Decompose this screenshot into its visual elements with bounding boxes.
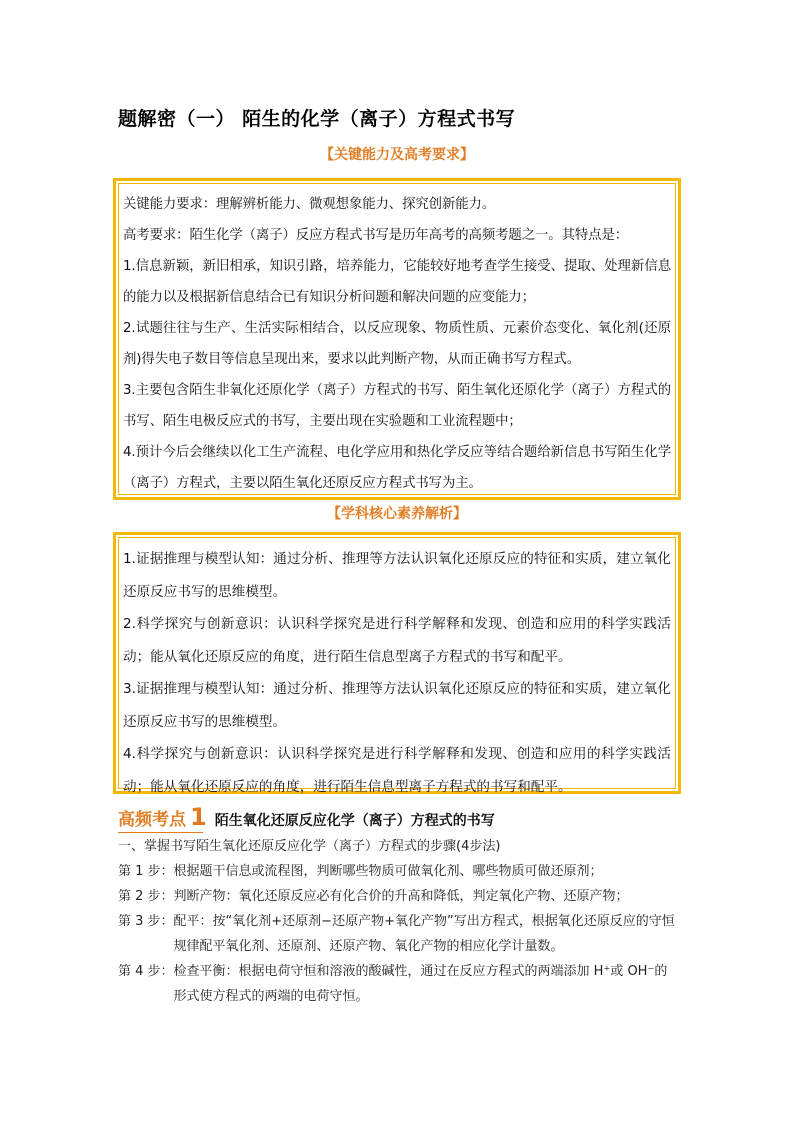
box2-paragraph: 3.证据推理与模型认知：通过分析、推理等方法认识氧化还原反应的特征和实质，建立氧化还原反应书写的思维模型。	[123, 681, 671, 730]
key-point-label: 高频考点	[118, 810, 186, 830]
key-point-heading	[118, 803, 495, 831]
key-point-number: 1	[190, 803, 207, 831]
step-text: 检查平衡：根据电荷守恒和溶液的酸碱性，通过在反应方程式的两端添加 H⁺或 OH⁻的形式使方程式的两端的电荷守恒。	[173, 964, 668, 1004]
core-literacy-box	[113, 532, 681, 794]
steps-intro: 一、掌握书写陌生氧化还原反应化学（离子）方程式的步骤(4步法)	[118, 839, 501, 854]
step-text: 根据题干信息或流程图，判断哪些物质可做氧化剂、哪些物质可做还原剂；	[173, 864, 603, 879]
step-text: 判断产物：氧化还原反应必有化合价的升高和降低，判定氧化产物、还原产物；	[173, 889, 629, 904]
box2-paragraph: 2.科学探究与创新意识：认识科学探究是进行科学解释和发现、创造和应用的科学实践活动；能从氧化还原反应的角度，进行陌生信息型离子方程式的书写和配平。	[123, 616, 671, 665]
step-label: 第 2 步：	[118, 889, 174, 904]
key-point-underline	[118, 832, 203, 833]
key-abilities-box-inner	[118, 183, 676, 495]
box2-paragraph: 1.证据推理与模型认知：通过分析、推理等方法认识氧化还原反应的特征和实质，建立氧化还原反应书写的思维模型。	[123, 551, 671, 600]
box1-paragraph: 高考要求：陌生化学（离子）反应方程式书写是历年高考的高频考题之一。其特点是：	[123, 228, 629, 243]
step-label: 第 1 步：	[118, 864, 174, 879]
box1-paragraph: 1.信息新颖，新旧相承，知识引路，培养能力，它能较好地考查学生接受、提取、处理新信息的能力以及根据新信息结合已有知识分析问题和解决问题的应变能力；	[123, 259, 671, 305]
box1-paragraph: 4.预计今后会继续以化工生产流程、电化学应用和热化学反应等结合题给新信息书写陌生化学（离子）方程式，主要以陌生氧化还原反应方程式书写为主。	[123, 445, 671, 491]
key-abilities-box	[113, 178, 681, 500]
steps-section	[118, 834, 678, 1009]
key-point-title: 陌生氧化还原反应化学（离子）方程式的书写	[214, 813, 495, 829]
step-item	[118, 909, 678, 959]
box1-paragraph: 2.试题往往与生产、生活实际相结合，以反应现象、物质性质、元素价态变化、氧化剂(还原剂)得失电子数目等信息呈现出来，要求以此判断产物，从而正确书写方程式。	[123, 321, 671, 367]
step-item	[118, 959, 678, 1009]
step-label: 第 4 步：	[118, 964, 174, 979]
step-item	[118, 859, 678, 884]
step-item	[118, 884, 678, 909]
box1-paragraph: 关键能力要求：理解辨析能力、微观想象能力、探究创新能力。	[123, 197, 496, 212]
section-heading-core-literacy: 【学科核心素养解析】	[327, 506, 467, 522]
page-title: 题解密（一） 陌生的化学（离子）方程式书写	[118, 108, 516, 130]
step-label: 第 3 步：	[118, 914, 174, 929]
box2-paragraph: 4.科学探究与创新意识：认识科学探究是进行科学解释和发现、创造和应用的科学实践活动；能从氧化还原反应的角度，进行陌生信息型离子方程式的书写和配平。	[123, 746, 671, 795]
step-text: 配平：按“氧化剂+还原剂−还原产物+氧化产物”写出方程式，根据氧化还原反应的守恒规律配平氧化剂、还原剂、还原产物、氧化产物的相应化学计量数。	[173, 914, 675, 954]
section-heading-key-abilities: 【关键能力及高考要求】	[320, 147, 474, 163]
box1-paragraph: 3.主要包含陌生非氧化还原化学（离子）方程式的书写、陌生氧化还原化学（离子）方程式的书写、陌生电极反应式的书写，主要出现在实验题和工业流程题中；	[123, 383, 671, 429]
core-literacy-box-inner	[118, 537, 676, 795]
